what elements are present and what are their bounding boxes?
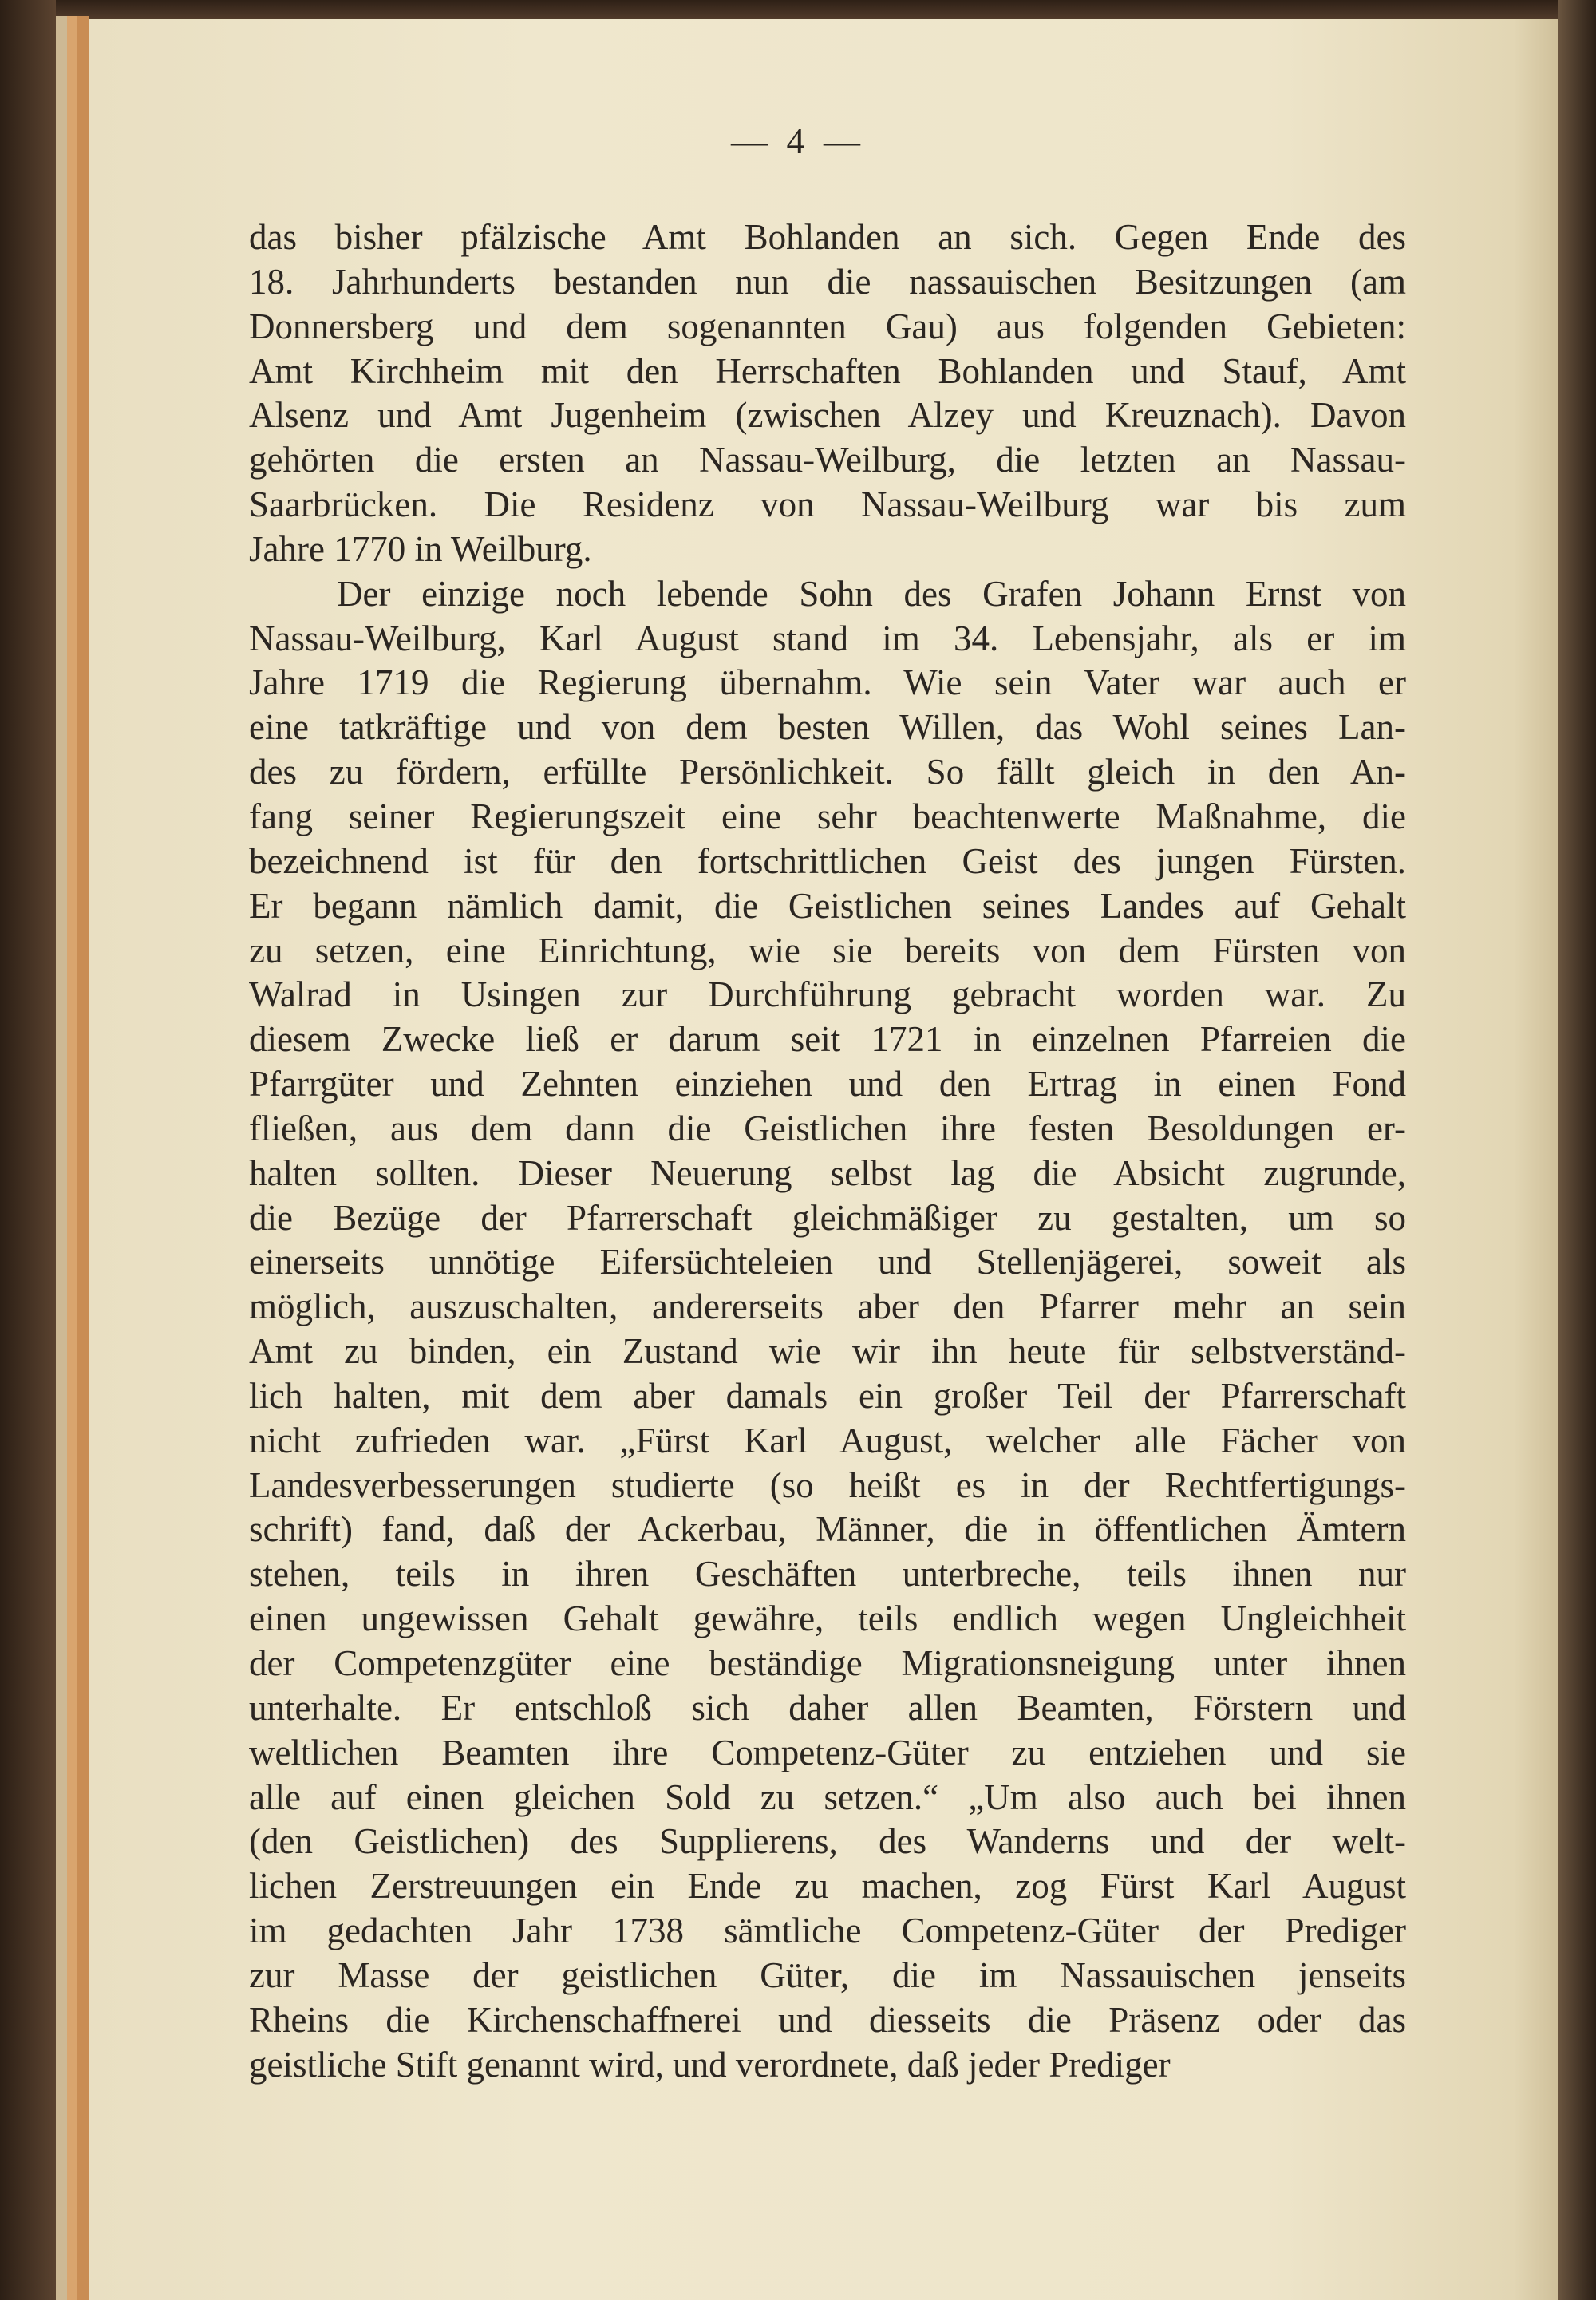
page-number: — 4 — <box>731 121 865 161</box>
text-line: Pfarrgüter und Zehnten einziehen und den Ertrag in einen Fond <box>249 1064 1406 1105</box>
text-line: nicht zufrieden war. „Fürst Karl August, welcher alle Fächer von <box>249 1420 1406 1460</box>
text-line: gehörten die ersten an Nassau-Weilburg, die letzten an Nassau- <box>249 440 1406 480</box>
text-line: einerseits unnötige Eifersüchteleien und Stellenjägerei, soweit als <box>249 1242 1406 1282</box>
text-line: eine tatkräftige und von dem besten Willen, das Wohl seines Lan- <box>249 707 1406 748</box>
text-line: Er begann nämlich damit, die Geistlichen seines Landes auf Gehalt <box>249 885 1406 926</box>
page-stack-edge <box>67 16 77 2300</box>
text-line: möglich, auszuschalten, andererseits aber den Pfarrer mehr an sein <box>249 1286 1406 1327</box>
text-line: Saarbrücken. Die Residenz von Nassau-Weilburg war bis zum <box>249 484 1406 525</box>
text-line: fließen, aus dem dann die Geistlichen ihre festen Besoldungen er- <box>249 1108 1406 1148</box>
text-line: Donnersberg und dem sogenannten Gau) aus folgenden Gebieten: <box>249 306 1406 346</box>
text-line: alle auf einen gleichen Sold zu setzen.“ „Um also auch bei ihnen <box>249 1776 1406 1817</box>
text-line: schrift) fand, daß der Ackerbau, Männer, die in öffentlichen Ämtern <box>249 1509 1406 1550</box>
text-line: unterhalte. Er entschloß sich daher allen Beamten, Förstern und <box>249 1687 1406 1728</box>
text-line: lich halten, mit dem aber damals ein großer Teil der Pfarrerschaft <box>249 1375 1406 1416</box>
text-line: das bisher pfälzische Amt Bohlanden an sich. Gegen Ende des <box>249 217 1406 257</box>
text-line: Jahre 1770 in Weilburg. <box>249 528 592 569</box>
text-line: Nassau-Weilburg, Karl August stand im 34. Lebensjahr, als er im <box>249 618 1406 658</box>
text-line: der Competenzgüter eine beständige Migrationsneigung unter ihnen <box>249 1643 1406 1683</box>
text-line: stehen, teils in ihren Geschäften unterbreche, teils ihnen nur <box>249 1554 1406 1595</box>
text-line: diesem Zwecke ließ er darum seit 1721 in einzelnen Pfarreien die <box>249 1019 1406 1060</box>
text-line: bezeichnend ist für den fortschrittlichen Geist des jungen Fürsten. <box>249 840 1406 881</box>
text-line: Walrad in Usingen zur Durchführung gebracht worden war. Zu <box>249 974 1406 1015</box>
book-cover-edge <box>0 0 56 2300</box>
text-line: 18. Jahrhunderts bestanden nun die nassauischen Besitzungen (am <box>249 261 1406 302</box>
page-stack-edge <box>77 16 89 2300</box>
text-line: Rheins die Kirchenschaffnerei und diesseits die Präsenz oder das <box>249 1999 1406 2040</box>
page-stack-edge <box>56 16 67 2300</box>
text-line: Landesverbesserungen studierte (so heißt es in der Rechtfertigungs- <box>249 1464 1406 1505</box>
text-line: zu setzen, eine Einrichtung, wie sie bereits von dem Fürsten von <box>249 930 1406 970</box>
book-spine-edge <box>1558 0 1596 2300</box>
text-line: (den Geistlichen) des Supplierens, des Wanderns und der welt- <box>249 1821 1406 1862</box>
text-line: geistliche Stift genannt wird, und verordnete, daß jeder Prediger <box>249 2044 1171 2085</box>
text-line: Der einzige noch lebende Sohn des Grafen Johann Ernst von <box>337 573 1406 614</box>
text-line: lichen Zerstreuungen ein Ende zu machen, zog Fürst Karl August <box>249 1866 1406 1907</box>
body-text <box>249 215 1406 2087</box>
text-line: einen ungewissen Gehalt gewähre, teils endlich wegen Ungleichheit <box>249 1599 1406 1639</box>
text-line: weltlichen Beamten ihre Competenz-Güter zu entziehen und sie <box>249 1732 1406 1772</box>
text-line: des zu fördern, erfüllte Persönlichkeit. So fällt gleich in den An- <box>249 752 1406 792</box>
text-line: Amt Kirchheim mit den Herrschaften Bohlanden und Stauf, Amt <box>249 350 1406 391</box>
text-line: zur Masse der geistlichen Güter, die im Nassauischen jenseits <box>249 1954 1406 1995</box>
text-line: Jahre 1719 die Regierung übernahm. Wie sein Vater war auch er <box>249 662 1406 703</box>
text-line: die Bezüge der Pfarrerschaft gleichmäßiger zu gestalten, um so <box>249 1197 1406 1238</box>
text-line: Alsenz und Amt Jugenheim (zwischen Alzey und Kreuznach). Davon <box>249 395 1406 436</box>
text-line: im gedachten Jahr 1738 sämtliche Competenz-Güter der Prediger <box>249 1911 1406 1951</box>
text-line: fang seiner Regierungszeit eine sehr beachtenwerte Maßnahme, die <box>249 796 1406 836</box>
text-line: halten sollten. Dieser Neuerung selbst lag die Absicht zugrunde, <box>249 1152 1406 1193</box>
text-line: Amt zu binden, ein Zustand wie wir ihn heute für selbstverständ- <box>249 1331 1406 1372</box>
